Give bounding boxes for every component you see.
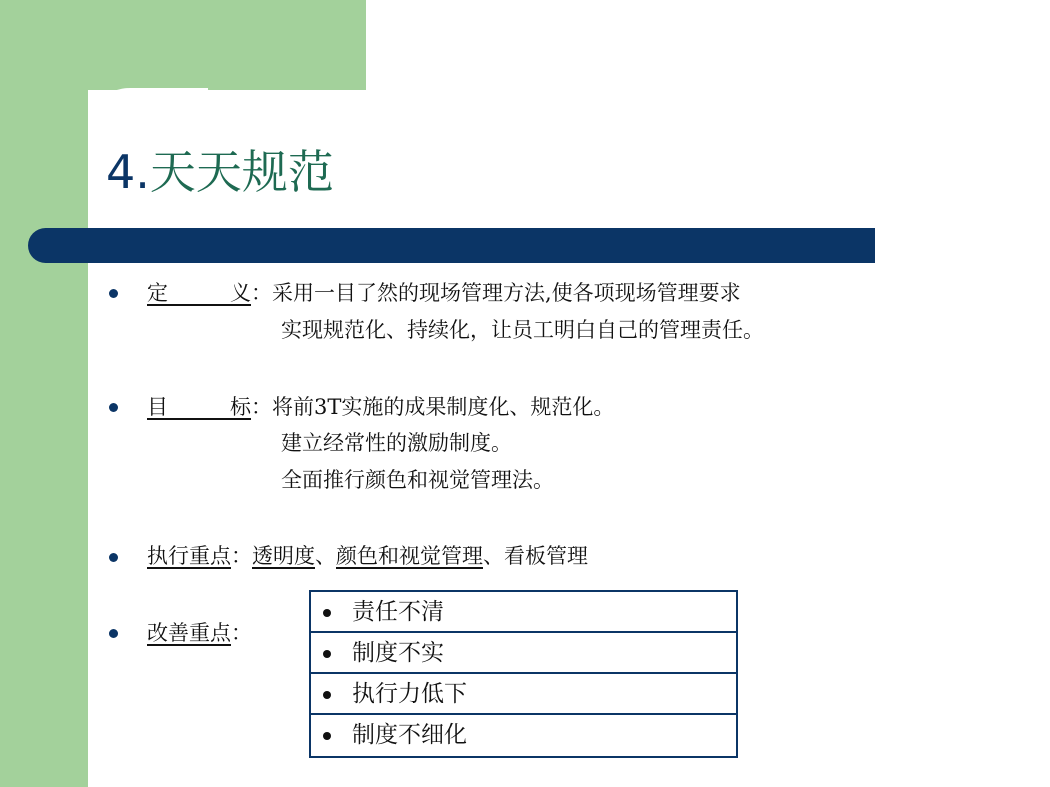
improvement-item: 责任不清 (352, 599, 444, 625)
title-text: 天天规范 (149, 145, 334, 199)
goal-row (147, 392, 614, 422)
goal-line-2: 建立经常性的激励制度。 (281, 431, 512, 455)
definition-row (147, 278, 741, 308)
improvement-focus-row (147, 618, 252, 648)
definition-line-1: 采用一目了然的现场管理方法,使各项现场管理要求 (272, 281, 741, 305)
goal-line-1: 将前3T实施的成果制度化、规范化。 (272, 395, 615, 419)
improvement-box-row (311, 674, 736, 715)
improvement-box (309, 590, 738, 758)
separator: 、 (483, 544, 504, 568)
bullet-icon (109, 403, 118, 412)
bullet-icon (109, 289, 118, 298)
improvement-box-row (311, 633, 736, 674)
goal-line-3: 全面推行颜色和视觉管理法。 (281, 468, 554, 492)
improvement-item: 制度不实 (352, 640, 444, 666)
bullet-icon (109, 553, 118, 562)
execution-focus-label: 执行重点 (147, 544, 231, 568)
improvement-box-row (311, 592, 736, 633)
bullet-icon (323, 609, 331, 617)
definition-label: 定义 (147, 281, 251, 305)
improvement-item: 制度不细化 (352, 722, 467, 748)
improvement-item: 执行力低下 (352, 681, 467, 707)
link-color-visual-management[interactable]: 颜色和视觉管理 (336, 544, 483, 568)
kanban-management-text: 看板管理 (504, 544, 588, 568)
execution-focus-colon: ： (231, 544, 252, 568)
goal-colon: ： (251, 395, 272, 419)
improvement-focus-colon: ： (231, 621, 252, 645)
green-decoration-left (0, 0, 88, 787)
bullet-icon (323, 732, 331, 740)
execution-focus-row (147, 541, 588, 571)
title-divider-bar (28, 228, 875, 263)
title-number: 4. (106, 145, 150, 199)
link-transparency[interactable]: 透明度 (252, 544, 315, 568)
bullet-icon (323, 650, 331, 658)
improvement-box-row (311, 715, 736, 756)
separator: 、 (315, 544, 336, 568)
bullet-icon (323, 691, 331, 699)
slide-title (106, 140, 334, 204)
bullet-icon (109, 629, 118, 638)
goal-label: 目标 (147, 395, 251, 419)
definition-colon: ： (251, 281, 272, 305)
definition-line-2: 实现规范化、持续化，让员工明白自己的管理责任。 (281, 318, 764, 342)
improvement-focus-label: 改善重点 (147, 621, 231, 645)
